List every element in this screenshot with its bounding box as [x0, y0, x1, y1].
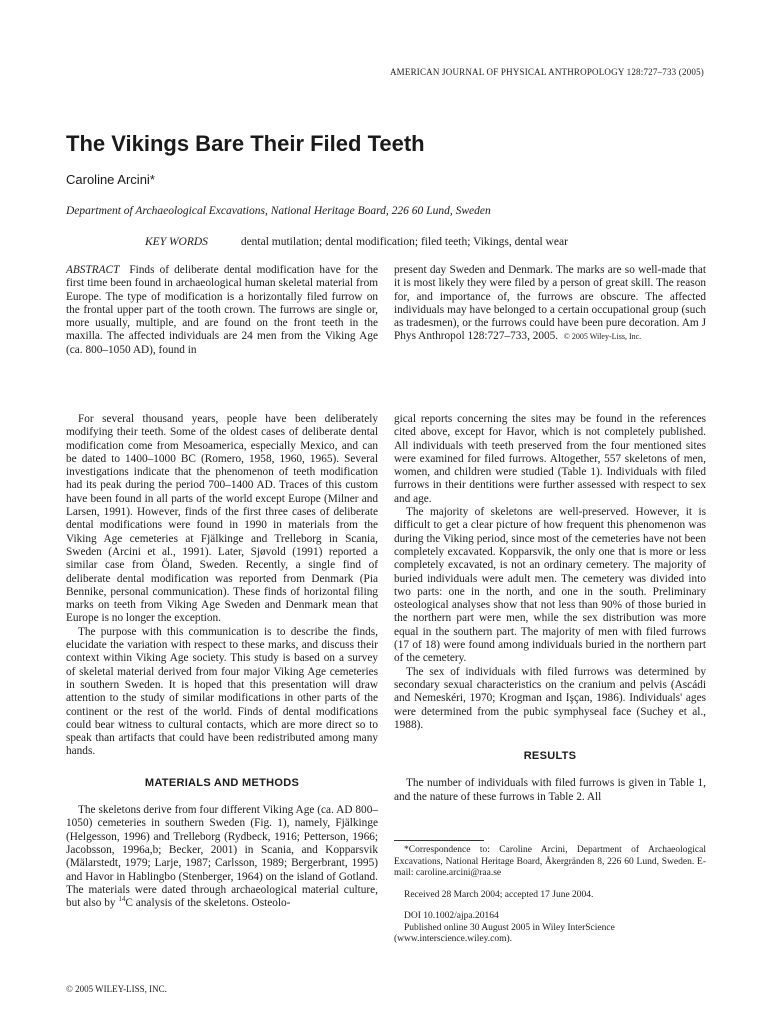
- intro-paragraph-2: The purpose with this communication is to describe the finds, elucidate the variation with respect to these marks, and discuss their context within Viking Age society. This study is based on a survey of skeletal material derived from four major Viking Age cemeteries in southern Sweden. It is hoped that this presentation will draw attention to the study of similar modifications in other parts of the continent or the rest of the world. Finds of dental modifications could bear witness to cultural contacts, which are more direct so to speak than artifacts that could have been redistributed among many hands.: [66, 625, 378, 758]
- published-footnote: Published online 30 August 2005 in Wiley InterScience: [404, 922, 615, 933]
- doi-footnote: DOI 10.1002/ajpa.20164: [404, 911, 499, 921]
- methods-paragraph-2: The majority of skeletons are well-preserved. However, it is difficult to get a clear picture of how frequent this phenomenon was during the Viking period, since most of the cemeteries have not been completely excavated. Kopparsvik, the only one that is more or less completely excavated, is not an ordinary cemetery. The majority of buried individuals were adult men. The cemetery was divided into two parts: one in the north, and one in the south. Preliminary osteological analyses show that not less than 90% of those buried in the northern part were men, while the sex distribution was more equal in the southern part. The majority of men with filed furrows (17 of 18) were found among individuals buried in the northern part of the cemetery.: [394, 506, 706, 665]
- results-paragraph-1: The number of individuals with filed furrows is given in Table 1, and the nature of these furrows in Table 2. All: [394, 777, 706, 803]
- journal-header: AMERICAN JOURNAL OF PHYSICAL ANTHROPOLOGY 128:727–733 (2005): [389, 67, 704, 77]
- methods-heading: MATERIALS AND METHODS: [144, 776, 300, 789]
- methods-text-a: The skeletons derive from four different Viking Age (ca. AD 800–1050) cemeteries in southern Sweden (Fig. 1), namely, Fjälkinge (Helgesson, 1996) and Trelleborg (Rydbeck, 1916; Petterson, 1966; Jacobsson, 1996a,b; Becker, 2001) in Scania, and Kopparsvik (Mälarstedt, 1979; Larje, 1987; Carlsson, 1989; Bergerbrant, 1995) and Havor in Hablingbo (Stenberger, 1964) on the island of Gotland. The materials were dated through archaeological material culture, but also by: [66, 804, 378, 910]
- correspondence-footnote: *Correspondence to: Caroline Arcini, Department of Archaeological Excavations, National Heritage Board, Åkergränden 8, 226 60 Lund, Sweden. E-mail: caroline.arcini@raa.se: [394, 845, 706, 878]
- carbon-superscript: 14: [118, 895, 126, 904]
- results-heading: RESULTS: [523, 750, 577, 763]
- abstract-right-column: [394, 264, 706, 344]
- body-left-column: [66, 413, 378, 910]
- author-name: Caroline Arcini*: [66, 172, 155, 187]
- abstract-left-column: [66, 264, 378, 357]
- methods-paragraph-3: The sex of individuals with filed furrows was determined by secondary sexual characteristics on the cranium and pelvis (Ascádi and Nemeskéri, 1970; Krogman and Işçan, 1986). Individuals' ages were determined from the pubic symphyseal face (Suchey et al., 1988).: [394, 665, 706, 731]
- abstract-text-right: present day Sweden and Denmark. The marks are so well-made that it is most likely they were filed by a person of great skill. The reason for, and importance of, the furrows are obscure. The affected individuals may have belonged to a certain occupational group (such as tradesmen), or the furrows could have been pure decoration. Am J Phys Anthropol 128:727–733, 2005.: [394, 264, 706, 343]
- methods-continued-paragraph: gical reports concerning the sites may be found in the references cited above, except for Havor, which is not completely published. All individuals with teeth preserved from the four mentioned sites were examined for filed furrows. Altogether, 557 skeletons of men, women, and children were studied (Table 1). Individuals with filed furrows in their dentitions were further assessed with respect to sex and age.: [394, 413, 706, 505]
- footnotes: [394, 845, 706, 946]
- abstract-paragraph-start: [66, 264, 378, 357]
- footnote-divider: [394, 840, 484, 841]
- abstract-copyright: © 2005 Wiley-Liss, Inc.: [563, 332, 642, 342]
- keywords-line: [145, 236, 568, 248]
- intro-paragraph-1: For several thousand years, people have been deliberately modifying their teeth. Some of the oldest cases of deliberate dental modification come from Mesoamerica, especially Mexico, and can be dated to 1400–1000 BC (Romero, 1958, 1960, 1965). Several investigations indicate that the phenomenon of teeth modification had its peak during the period 700–1400 AD. Traces of this custom have been found in all parts of the world except Europe (Milner and Larsen, 1991). However, finds of the first three cases of deliberate dental modifications were found in 1990 in materials from the Viking Age cemeteries at Fjälkinge and Trelleborg in Scania, Sweden (Arcini et al., 1991). Later, Sjøvold (1991) reported a similar case from Öland, Sweden. Recently, a single find of deliberate dental modification was reported from Denmark (Pia Bennike, personal communication). These finds of horizontal filing marks on teeth from Viking Age Sweden and Denmark mean that Europe is no longer the exception.: [66, 413, 378, 625]
- author-affiliation: Department of Archaeological Excavations, National Heritage Board, 226 60 Lund, Sweden: [66, 205, 491, 217]
- methods-text-b: C analysis of the skeletons. Osteolo-: [125, 897, 291, 910]
- url-footnote: (www.interscience.wiley.com).: [394, 934, 512, 944]
- article-title: The Vikings Bare Their Filed Teeth: [66, 131, 425, 156]
- body-right-column: [394, 413, 706, 804]
- abstract-label: ABSTRACT: [66, 264, 120, 276]
- abstract-text-left: Finds of deliberate dental modification have for the first time been found in archaeological human skeletal material from Europe. The type of modification is a horizontally filed furrow on the frontal upper part of the tooth crown. The furrows are single or, more usually, multiple, and are found on the front teeth in the maxilla. The affected individuals are 24 men from the Viking Age (ca. 800–1050 AD), found in: [66, 264, 378, 356]
- abstract-paragraph-end: [394, 264, 706, 344]
- page-copyright: © 2005 WILEY-LISS, INC.: [66, 984, 167, 994]
- keywords-label: KEY WORDS: [145, 236, 208, 248]
- received-footnote: Received 28 March 2004; accepted 17 June 2004.: [404, 889, 594, 900]
- keywords-list: dental mutilation; dental modification; filed teeth; Vikings, dental wear: [240, 236, 568, 248]
- methods-paragraph-1: [66, 804, 378, 910]
